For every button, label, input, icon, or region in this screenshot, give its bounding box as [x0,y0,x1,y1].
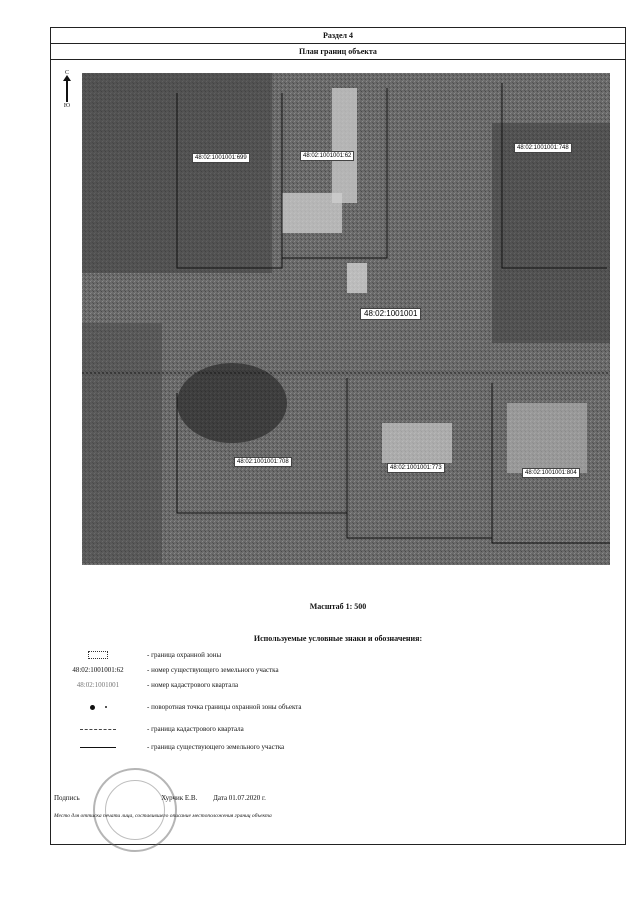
parcel-label: 48:02:1001001:748 [514,143,572,153]
aerial-map [82,73,610,565]
quarter-number-symbol: 48:02:1001001 [76,681,120,689]
legend-text: - граница охранной зоны [147,651,222,659]
compass-north-label: С [64,70,69,76]
legend-item [51,678,625,692]
map-scale: Масштаб 1: 500 [309,602,367,611]
parcel-number-symbol: 48:02:1001001:62 [72,666,124,674]
quarter-boundary-symbol [55,722,141,736]
stamp-note: Место для оттиска печати лица, составившего описание местоположения границ объекта [54,813,272,819]
legend-text: - граница существующего земельного участка [147,743,285,751]
section-subheader: План границ объекта [51,44,625,60]
north-arrow-icon [66,78,68,102]
legend-title: Используемые условные знаки и обозначения: [253,634,423,643]
legend-text: - граница кадастрового квартала [147,725,244,733]
legend-item [51,740,625,754]
legend-item [51,722,625,736]
legend-text: - номер кадастрового квартала [147,681,239,689]
signature-line [54,794,266,802]
signer-name: Хурчик Е.В. [161,794,198,802]
legend-text: - поворотная точка границы охранной зоны объекта [147,703,302,711]
parcel-boundary-symbol [55,740,141,754]
compass-south-label: Ю [63,103,71,109]
signature-label: Подпись [54,794,80,802]
document-frame [50,27,626,845]
parcel-label: 48:02:1001001:773 [387,463,445,473]
section-header: Раздел 4 [51,28,625,44]
north-arrow [60,70,74,110]
stamp-seal [93,768,177,852]
turning-point-symbol [55,700,141,714]
parcel-label: 48:02:1001001:699 [192,153,250,163]
parcel-label: 48:02:1001001:804 [522,468,580,478]
legend-item [51,648,625,662]
parcel-label: 48:02:1001001:708 [234,457,292,467]
protection-zone-symbol [55,648,141,662]
legend-text: - номер существующего земельного участка [147,666,279,674]
parcel-label: 48:02:1001001:62 [300,151,354,161]
legend-item [51,700,625,714]
quarter-label: 48:02:1001001 [360,308,421,320]
legend-item [51,663,625,677]
signature-date: Дата 01.07.2020 г. [213,794,266,802]
